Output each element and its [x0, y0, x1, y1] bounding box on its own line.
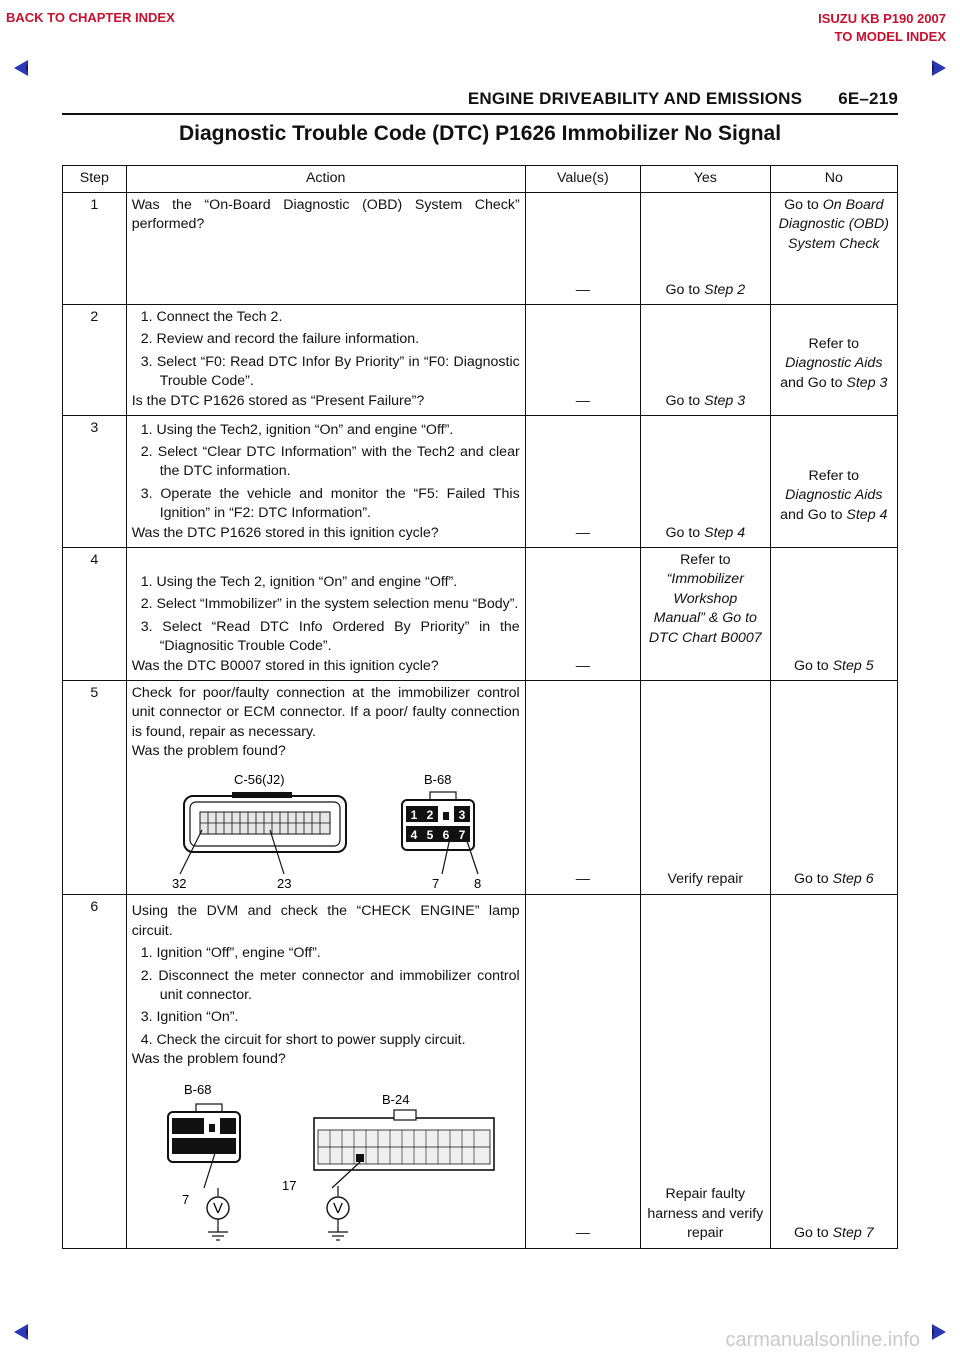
- action-cell: [126, 548, 525, 681]
- watermark: carmanualsonline.info: [725, 1329, 920, 1351]
- label-c56: C-56(J2): [233, 771, 285, 787]
- yes-text: Go to: [665, 392, 705, 409]
- no-cell: [770, 548, 897, 681]
- col-header-values: Value(s): [525, 166, 640, 193]
- action-cell: [126, 681, 525, 895]
- page-number: 6E–219: [838, 89, 898, 108]
- action-text: Check for poor/faulty connection at the immobilizer control unit connector or ECM connector. If a poor/ faulty connection is found, repair as necessary.: [131, 685, 520, 740]
- yes-cell: [641, 548, 771, 681]
- pin-label-8: 8: [473, 875, 481, 890]
- action-cell: [126, 305, 525, 416]
- diagnostic-aids-link[interactable]: Diagnostic Aids: [785, 487, 883, 504]
- action-item: 1. Connect the Tech 2.: [140, 309, 283, 325]
- value-cell: —: [525, 894, 640, 1248]
- action-item: 3. Ignition “On”.: [140, 1009, 239, 1026]
- pin-label-17: 17: [281, 1177, 297, 1193]
- action-question: Was the DTC P1626 stored in this ignition cycle?: [131, 524, 439, 541]
- step-number: 2: [63, 305, 127, 416]
- action-item: 3. Operate the vehicle and monitor the “F5: Failed This Ignition” in “F2: DTC Information”.: [140, 485, 520, 522]
- value-cell: —: [525, 681, 640, 895]
- no-text: and Go to: [780, 506, 847, 523]
- page-title: Diagnostic Trouble Code (DTC) P1626 Immobilizer No Signal: [178, 122, 782, 145]
- label-b24: B-24: [381, 1091, 410, 1107]
- no-obd-link[interactable]: On Board Diagnostic (OBD) System Check: [778, 197, 889, 252]
- action-question: Was the problem found?: [131, 743, 286, 760]
- page-header: [468, 89, 898, 109]
- connector-b24-icon: [314, 1110, 494, 1188]
- step-number: 1: [63, 193, 127, 305]
- col-header-yes: Yes: [641, 166, 771, 193]
- section-title: ENGINE DRIVEABILITY AND EMISSIONS: [467, 89, 803, 108]
- no-text: Go to: [793, 1225, 833, 1242]
- no-text: Refer to: [808, 335, 860, 352]
- voltmeter-icon: [327, 1186, 349, 1240]
- b68-pin-4: 4: [410, 827, 418, 842]
- col-header-action: Action: [126, 166, 525, 193]
- no-text: Go to: [793, 657, 833, 674]
- no-cell: [770, 894, 897, 1248]
- diagnostic-table: [62, 165, 898, 1249]
- table-row: [63, 548, 898, 681]
- prev-page-arrow-icon-bottom[interactable]: [12, 1322, 42, 1342]
- header-rule: [62, 113, 898, 115]
- col-header-no: No: [770, 166, 897, 193]
- immobilizer-manual-link[interactable]: “Immobilizer Workshop Manual” & Go to DTC Chart B0007: [648, 571, 762, 646]
- voltmeter-icon: [207, 1188, 229, 1240]
- no-cell: [770, 416, 897, 548]
- table-row: [63, 305, 898, 416]
- action-item: 4. Check the circuit for short to power supply circuit.: [140, 1031, 466, 1048]
- action-text: Was the “On-Board Diagnostic (OBD) System Check” performed?: [131, 197, 520, 233]
- connector-diagram-b68-b24: [132, 1076, 520, 1244]
- col-header-step: Step: [63, 166, 127, 193]
- b68-pin-3: 3: [458, 807, 466, 822]
- action-item: 1. Ignition “Off”, engine “Off”.: [140, 945, 321, 962]
- label-b68: B-68: [183, 1081, 212, 1097]
- connector-c56-icon: [180, 792, 346, 874]
- no-step-link[interactable]: Step 7: [832, 1225, 874, 1242]
- value-cell: —: [525, 548, 640, 681]
- value-cell: —: [525, 193, 640, 305]
- pin-label-32: 32: [171, 875, 187, 890]
- action-question: Was the problem found?: [131, 1051, 286, 1068]
- action-item: 1. Using the Tech 2, ignition “On” and engine “Off”.: [140, 574, 458, 590]
- step-number: 6: [63, 894, 127, 1248]
- action-item: 3. Select “F0: Read DTC Infor By Priority” in “F0: Diagnostic Trouble Code”.: [140, 353, 520, 390]
- yes-step-link[interactable]: Step 4: [704, 524, 746, 541]
- label-b68: B-68: [423, 771, 452, 787]
- no-cell: [770, 681, 897, 895]
- prev-page-arrow-icon[interactable]: [12, 58, 42, 78]
- no-text: and Go to: [780, 374, 847, 391]
- no-cell: [770, 193, 897, 305]
- action-text: Using the DVM and check the “CHECK ENGINE” lamp circuit.: [131, 903, 520, 939]
- pin-label-7: 7: [431, 875, 439, 890]
- step-number: 3: [63, 416, 127, 548]
- no-text: Go to: [784, 197, 823, 213]
- yes-text: Refer to: [680, 552, 731, 569]
- diagnostic-aids-link[interactable]: Diagnostic Aids: [785, 355, 883, 372]
- action-question: Was the DTC B0007 stored in this ignition cycle?: [131, 657, 439, 674]
- no-text: Go to: [793, 871, 833, 888]
- connector-b68-icon: [402, 792, 478, 874]
- table-header-row: [63, 166, 898, 193]
- b68-pin-2: 2: [426, 807, 434, 822]
- yes-cell: Repair faulty harness and verify repair: [641, 894, 771, 1248]
- connector-diagram-c56-b68: [132, 768, 520, 890]
- action-question: Is the DTC P1626 stored as “Present Failure”?: [131, 392, 425, 409]
- table-row: [63, 416, 898, 548]
- b68-pin-7: 7: [458, 827, 466, 842]
- step-number: 5: [63, 681, 127, 895]
- action-item: 1. Using the Tech2, ignition “On” and engine “Off”.: [140, 421, 454, 438]
- yes-cell: [641, 305, 771, 416]
- pin-label-23: 23: [276, 875, 292, 890]
- back-to-chapter-index-link[interactable]: BACK TO CHAPTER INDEX: [6, 10, 175, 25]
- meter-symbol: V: [332, 1199, 343, 1217]
- table-row: [63, 193, 898, 305]
- no-step-link[interactable]: Step 4: [846, 506, 888, 523]
- model-title-link[interactable]: ISUZU KB P190 2007: [818, 11, 946, 26]
- value-cell: —: [525, 416, 640, 548]
- no-step-link[interactable]: Step 3: [846, 374, 888, 391]
- yes-step-link[interactable]: Step 3: [704, 392, 746, 409]
- to-model-index-link[interactable]: TO MODEL INDEX: [834, 29, 946, 44]
- yes-cell: Verify repair: [641, 681, 771, 895]
- value-cell: —: [525, 305, 640, 416]
- step-number: 4: [63, 548, 127, 681]
- yes-cell: [641, 193, 771, 305]
- yes-text: Go to: [665, 524, 705, 541]
- no-step-link[interactable]: Step 5: [832, 657, 874, 674]
- yes-text: Go to: [665, 281, 705, 298]
- action-cell: [126, 894, 525, 1248]
- next-page-arrow-icon-bottom[interactable]: [918, 1322, 948, 1342]
- next-page-arrow-icon[interactable]: [918, 58, 948, 78]
- action-item: 3. Select “Read DTC Info Ordered By Priority” in the “Diagnositic Trouble Code”.: [140, 618, 520, 655]
- b68-pin-6: 6: [442, 827, 450, 842]
- action-item: 2. Select “Clear DTC Information” with the Tech2 and clear the DTC information.: [140, 444, 520, 480]
- action-item: 2. Review and record the failure information.: [140, 331, 420, 348]
- no-step-link[interactable]: Step 6: [832, 871, 874, 888]
- pin-label-7: 7: [181, 1191, 189, 1207]
- table-row: [63, 894, 898, 1248]
- action-cell: [126, 193, 525, 305]
- connector-b68-icon: [168, 1104, 240, 1188]
- no-text: Refer to: [808, 467, 860, 484]
- table-row: [63, 681, 898, 895]
- yes-step-link[interactable]: Step 2: [704, 281, 746, 298]
- no-cell: [770, 305, 897, 416]
- action-item: 2. Select “Immobilizer” in the system selection menu “Body”.: [140, 596, 519, 613]
- b68-pin-1: 1: [410, 807, 418, 822]
- action-cell: [126, 416, 525, 548]
- meter-symbol: V: [212, 1199, 223, 1217]
- yes-cell: [641, 416, 771, 548]
- b68-pin-5: 5: [426, 827, 434, 842]
- action-item: 2. Disconnect the meter connector and immobilizer control unit connector.: [140, 967, 520, 1004]
